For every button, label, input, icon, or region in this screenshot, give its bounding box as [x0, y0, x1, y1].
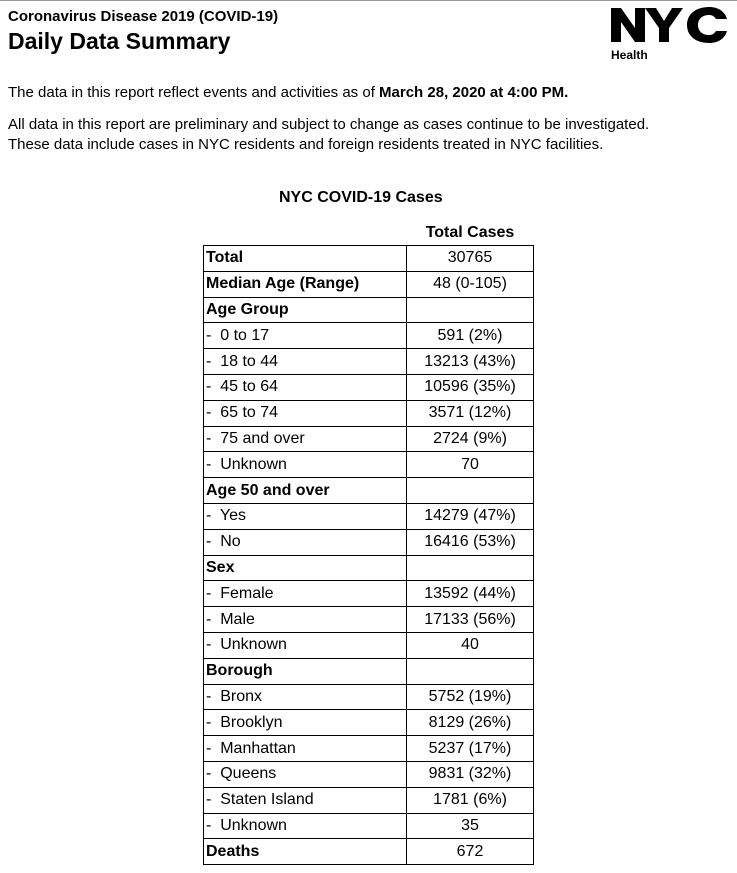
nyc-logo-mark	[609, 4, 729, 46]
row-value	[407, 297, 534, 323]
table-row	[204, 607, 534, 633]
row-label: - No	[204, 529, 407, 555]
table-row	[204, 787, 534, 813]
row-label: - Queens	[204, 761, 407, 787]
row-value: 14279 (47%)	[407, 503, 534, 529]
report-date: March 28, 2020 at 4:00 PM.	[379, 84, 569, 101]
row-label: Age Group	[204, 297, 407, 323]
row-label: Deaths	[204, 839, 407, 865]
row-value: 70	[407, 452, 534, 478]
row-value: 48 (0-105)	[407, 271, 534, 297]
row-value: 30765	[407, 246, 534, 272]
residents-note: These data include cases in NYC residents and foreign residents treated in NYC facilities.	[8, 136, 604, 153]
row-label: - Male	[204, 607, 407, 633]
table-title: NYC COVID-19 Cases	[279, 189, 443, 206]
row-label: Sex	[204, 555, 407, 581]
row-value: 17133 (56%)	[407, 607, 534, 633]
logo-health-label: Health	[611, 48, 648, 62]
table-row	[204, 710, 534, 736]
nyc-health-logo	[609, 4, 731, 64]
row-label: Median Age (Range)	[204, 271, 407, 297]
row-label: - Unknown	[204, 813, 407, 839]
row-value	[407, 478, 534, 504]
row-value: 672	[407, 839, 534, 865]
row-label: - 75 and over	[204, 426, 407, 452]
row-value: 3571 (12%)	[407, 400, 534, 426]
table-row	[204, 632, 534, 658]
row-value: 5752 (19%)	[407, 684, 534, 710]
report-date-prefix: The data in this report reflect events and activities as of	[8, 84, 380, 101]
row-value: 10596 (35%)	[407, 374, 534, 400]
table-row	[204, 658, 534, 684]
row-value: 35	[407, 813, 534, 839]
table-row	[204, 297, 534, 323]
row-label: - Staten Island	[204, 787, 407, 813]
table-row	[204, 684, 534, 710]
table-row	[204, 761, 534, 787]
row-label: - 65 to 74	[204, 400, 407, 426]
table-row	[204, 426, 534, 452]
row-label: - Unknown	[204, 632, 407, 658]
report-date-line	[8, 83, 568, 102]
report-title: Daily Data Summary	[8, 28, 231, 54]
table-row	[204, 271, 534, 297]
table-row	[204, 323, 534, 349]
row-value: 1781 (6%)	[407, 787, 534, 813]
row-label: - Unknown	[204, 452, 407, 478]
table-row	[204, 452, 534, 478]
table-row	[204, 246, 534, 272]
table-row	[204, 400, 534, 426]
row-value: 5237 (17%)	[407, 736, 534, 762]
row-label: - Bronx	[204, 684, 407, 710]
row-value: 16416 (53%)	[407, 529, 534, 555]
row-label: - Brooklyn	[204, 710, 407, 736]
table-row	[204, 581, 534, 607]
row-value: 8129 (26%)	[407, 710, 534, 736]
row-value: 40	[407, 632, 534, 658]
row-label: Total	[204, 246, 407, 272]
table-row	[204, 374, 534, 400]
table-row	[204, 555, 534, 581]
row-label: Borough	[204, 658, 407, 684]
table-row	[204, 736, 534, 762]
table-row	[204, 529, 534, 555]
report-subtitle: Coronavirus Disease 2019 (COVID-19)	[8, 8, 279, 25]
column-header-total-cases: Total Cases	[425, 224, 515, 241]
preliminary-note: All data in this report are preliminary and subject to change as cases continue to be investigated.	[8, 116, 650, 133]
top-divider	[0, 0, 737, 1]
table-row	[204, 839, 534, 865]
row-value: 591 (2%)	[407, 323, 534, 349]
table-row	[204, 503, 534, 529]
row-label: - 45 to 64	[204, 374, 407, 400]
row-label: - Manhattan	[204, 736, 407, 762]
row-label: - 0 to 17	[204, 323, 407, 349]
table-row	[204, 813, 534, 839]
cases-table	[203, 245, 534, 865]
row-value: 9831 (32%)	[407, 761, 534, 787]
table-row	[204, 478, 534, 504]
row-label: - Female	[204, 581, 407, 607]
row-value	[407, 658, 534, 684]
row-value: 13213 (43%)	[407, 349, 534, 375]
table-row	[204, 349, 534, 375]
row-value: 2724 (9%)	[407, 426, 534, 452]
row-label: - Yes	[204, 503, 407, 529]
row-value	[407, 555, 534, 581]
row-value: 13592 (44%)	[407, 581, 534, 607]
row-label: Age 50 and over	[204, 478, 407, 504]
row-label: - 18 to 44	[204, 349, 407, 375]
